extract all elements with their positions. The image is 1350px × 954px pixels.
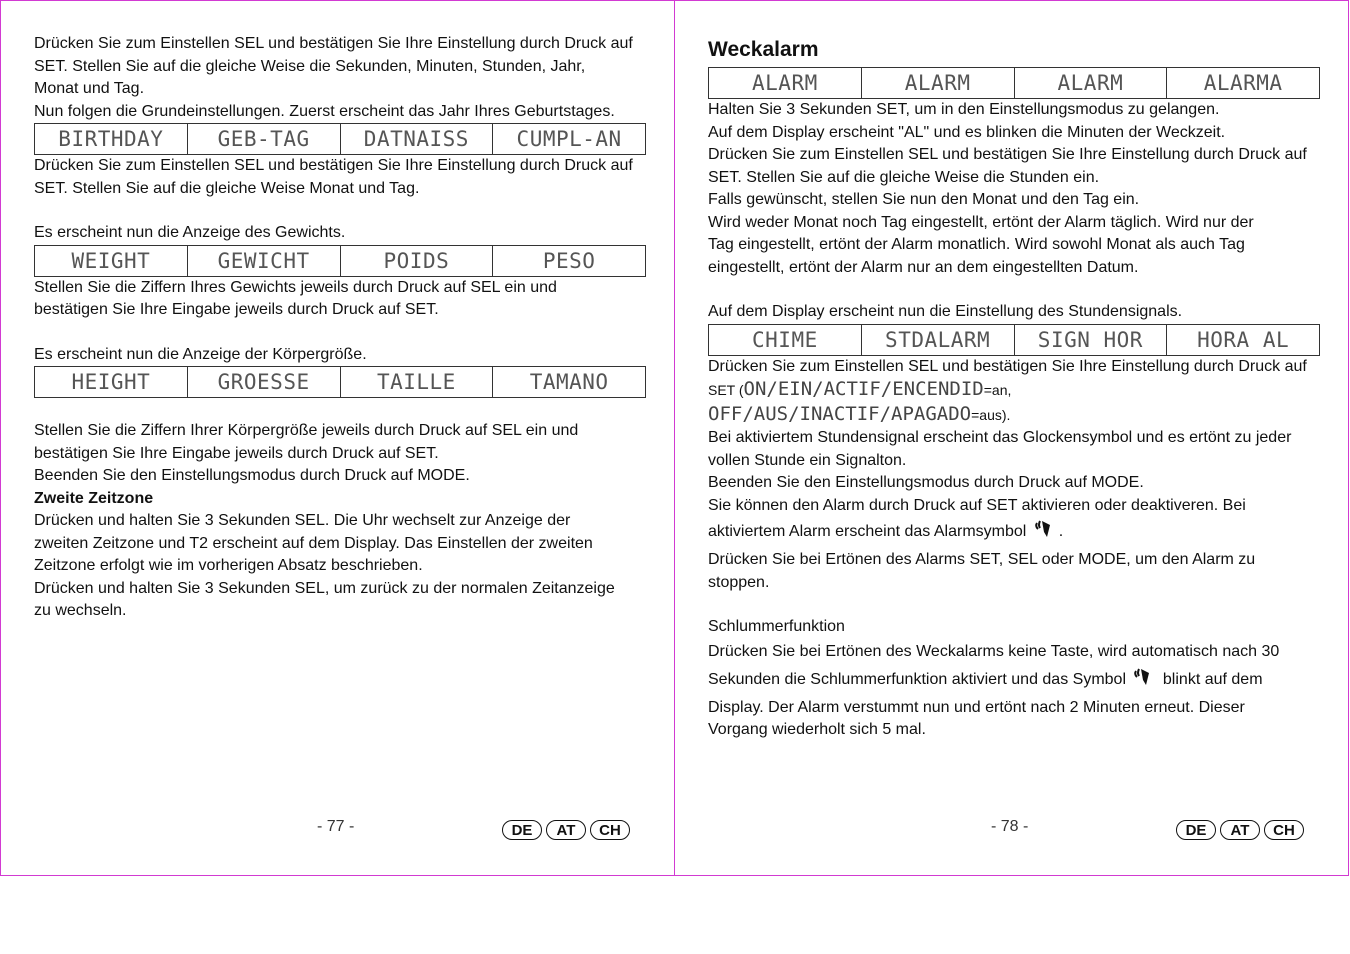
- country-badge-ch: CH: [1264, 820, 1304, 840]
- chime-off-lcd: OFF/AUS/INACTIF/APAGADO: [708, 402, 972, 425]
- lcd-cell: WEIGHT: [35, 245, 188, 276]
- right-page: [674, 0, 1349, 876]
- snooze-paragraph: [708, 639, 1320, 742]
- text-line: Halten Sie 3 Sekunden SET, um in den Einstellungsmodus zu gelangen.: [708, 101, 1220, 118]
- birthday-display-table: [34, 123, 646, 155]
- lcd-cell: CHIME: [709, 324, 862, 355]
- lcd-cell: BIRTHDAY: [35, 124, 188, 155]
- text-line: Wird weder Monat noch Tag eingestellt, ertönt der Alarm täglich. Wird nur der: [708, 213, 1254, 231]
- weight-intro: Es erscheint nun die Anzeige des Gewichts.: [34, 224, 346, 241]
- text-line: Monat und Tag.: [34, 80, 145, 97]
- height-intro: Es erscheint nun die Anzeige der Körpergröße.: [34, 345, 367, 363]
- lcd-cell: POIDS: [340, 245, 493, 276]
- text-line: Falls gewünscht, stellen Sie nun den Monat und den Tag ein.: [708, 191, 1140, 208]
- page-number: [991, 818, 1028, 836]
- text-line: Drücken Sie zum Einstellen SEL und bestätigen Sie Ihre Einstellung durch Druck auf: [708, 357, 1307, 375]
- text-line: Display. Der Alarm verstummt nun und ertönt nach 2 Minuten erneut. Dieser: [708, 698, 1245, 716]
- text-line: zu wechseln.: [34, 602, 127, 619]
- country-badge-at: AT: [1220, 820, 1260, 840]
- text-line: Sie können den Alarm durch Druck auf SET aktivieren oder deaktiveren. Bei: [708, 496, 1246, 514]
- chime-on-line: [708, 378, 1320, 403]
- alarm-display-table: [708, 67, 1320, 99]
- country-badge-ch: CH: [590, 820, 630, 840]
- page-number-label: - 78 -: [991, 818, 1029, 835]
- text-line: Stellen Sie die Ziffern Ihres Gewichts jeweils durch Druck auf SEL ein und: [34, 278, 557, 296]
- weight-paragraph: [34, 277, 646, 322]
- text-line: Bei aktiviertem Stundensignal erscheint das Glockensymbol und es ertönt zu jeder: [708, 429, 1292, 446]
- text-line: SET. Stellen Sie auf die gleiche Weise Monat und Tag.: [34, 179, 420, 197]
- alarm-paragraph: [708, 99, 1320, 279]
- country-badge-de: DE: [1176, 820, 1216, 840]
- text-line: eingestellt, ertönt der Alarm nur an dem eingestellten Datum.: [708, 258, 1139, 276]
- text-line: SET. Stellen Sie auf die gleiche Weise die Stunden ein.: [708, 168, 1100, 186]
- lcd-cell: PESO: [493, 245, 646, 276]
- lcd-cell: TAILLE: [340, 367, 493, 398]
- text-line: stoppen.: [708, 573, 770, 591]
- lcd-cell: HEIGHT: [35, 367, 188, 398]
- text-line: Beenden Sie den Einstellungsmodus durch Druck auf MODE.: [34, 467, 470, 484]
- snooze-text-pre: Sekunden die Schlummerfunktion aktiviert und das Symbol: [708, 670, 1126, 688]
- text-line: Drücken und halten Sie 3 Sekunden SEL, um zurück zu der normalen Zeitanzeige: [34, 579, 615, 597]
- alarm-symbol-text: aktiviertem Alarm erscheint das Alarmsymbol: [708, 523, 1027, 540]
- lcd-cell: TAMANO: [493, 367, 646, 398]
- right-page-content: [708, 35, 1320, 742]
- lcd-cell: ALARM: [709, 68, 862, 99]
- chime-off-suffix: =aus).: [971, 406, 1011, 423]
- alarm-symbol-end: .: [1058, 523, 1064, 540]
- text-line: Auf dem Display erscheint "AL" und es blinken die Minuten der Weckzeit.: [708, 123, 1226, 141]
- chime-off-line: [708, 403, 1320, 428]
- lcd-cell: SIGN HOR: [1014, 324, 1167, 355]
- chime-set-prefix: SET (: [708, 382, 744, 398]
- snooze-text-post: blinkt auf dem: [1162, 670, 1263, 688]
- height-display-table: [34, 366, 646, 398]
- text-line: Stellen Sie die Ziffern Ihrer Körpergröße jeweils durch Druck auf SEL ein und: [34, 422, 579, 439]
- text-line: Beenden Sie den Einstellungsmodus durch Druck auf MODE.: [708, 474, 1144, 491]
- height-paragraph: [34, 420, 646, 488]
- lcd-cell: ALARMA: [1167, 68, 1320, 99]
- lcd-cell: HORA AL: [1167, 324, 1320, 355]
- alarm-bell-icon: [1132, 665, 1156, 697]
- text-line: Drücken und halten Sie 3 Sekunden SEL. Die Uhr wechselt zur Anzeige der: [34, 512, 571, 529]
- page-title: Weckalarm: [708, 38, 819, 61]
- snooze-heading: Schlummerfunktion: [708, 618, 845, 635]
- alarm-bell-icon: [1033, 517, 1057, 549]
- text-line: Drücken Sie bei Ertönen des Weckalarms keine Taste, wird automatisch nach 30: [708, 642, 1280, 660]
- lcd-cell: CUMPL-AN: [493, 124, 646, 155]
- text-line: zweiten Zeitzone und T2 erscheint auf dem Display. Das Einstellen der zweiten: [34, 534, 593, 552]
- country-badges: [502, 820, 630, 840]
- text-line: Drücken Sie zum Einstellen SEL und bestätigen Sie Ihre Einstellung durch Druck auf: [34, 157, 633, 174]
- chime-paragraph: [708, 356, 1320, 595]
- text-line: Vorgang wiederholt sich 5 mal.: [708, 721, 926, 738]
- zone-heading: Zweite Zeitzone: [34, 489, 154, 507]
- lcd-cell: DATNAISS: [340, 124, 493, 155]
- left-page-content: [34, 33, 646, 623]
- text-line: Tag eingestellt, ertönt der Alarm monatlich. Wird sowohl Monat als auch Tag: [708, 236, 1245, 253]
- lcd-cell: ALARM: [861, 68, 1014, 99]
- snooze-symbol-line: [708, 665, 1320, 697]
- zone-paragraph: [34, 510, 646, 623]
- text-line: SET. Stellen Sie auf die gleiche Weise die Sekunden, Minuten, Stunden, Jahr,: [34, 57, 586, 75]
- chime-on-suffix: =an,: [983, 382, 1012, 398]
- text-line: bestätigen Sie Ihre Eingabe jeweils durch Druck auf SET.: [34, 301, 439, 318]
- text-line: Drücken Sie zum Einstellen SEL und bestätigen Sie Ihre Einstellung durch Druck auf: [34, 35, 633, 52]
- page-number-label: - 77 -: [317, 818, 355, 835]
- country-badge-de: DE: [502, 820, 542, 840]
- chime-on-lcd: ON/EIN/ACTIF/ENCENDID: [743, 378, 984, 400]
- country-badge-at: AT: [546, 820, 586, 840]
- weight-display-table: [34, 245, 646, 277]
- text-line: Nun folgen die Grundeinstellungen. Zuerst erscheint das Jahr Ihres Geburtstages.: [34, 102, 615, 120]
- lcd-cell: GEWICHT: [187, 245, 340, 276]
- chime-display-table: [708, 324, 1320, 356]
- lcd-cell: ALARM: [1014, 68, 1167, 99]
- text-line: Zeitzone erfolgt wie im vorherigen Absatz beschrieben.: [34, 557, 423, 574]
- country-badges: [1176, 820, 1304, 840]
- intro-paragraph: [34, 33, 646, 123]
- chime-intro: Auf dem Display erscheint nun die Einstellung des Stundensignals.: [708, 303, 1183, 320]
- text-line: vollen Stunde ein Signalton.: [708, 451, 907, 469]
- birthday-paragraph: [34, 155, 646, 200]
- text-line: bestätigen Sie Ihre Eingabe jeweils durch Druck auf SET.: [34, 444, 439, 462]
- lcd-cell: GEB-TAG: [187, 124, 340, 155]
- text-line: Drücken Sie bei Ertönen des Alarms SET, SEL oder MODE, um den Alarm zu: [708, 551, 1256, 568]
- alarm-symbol-line: [708, 517, 1320, 549]
- page-number: [317, 818, 354, 836]
- lcd-cell: STDALARM: [861, 324, 1014, 355]
- left-page: [0, 0, 675, 876]
- lcd-cell: GROESSE: [187, 367, 340, 398]
- text-line: Drücken Sie zum Einstellen SEL und bestätigen Sie Ihre Einstellung durch Druck auf: [708, 146, 1307, 163]
